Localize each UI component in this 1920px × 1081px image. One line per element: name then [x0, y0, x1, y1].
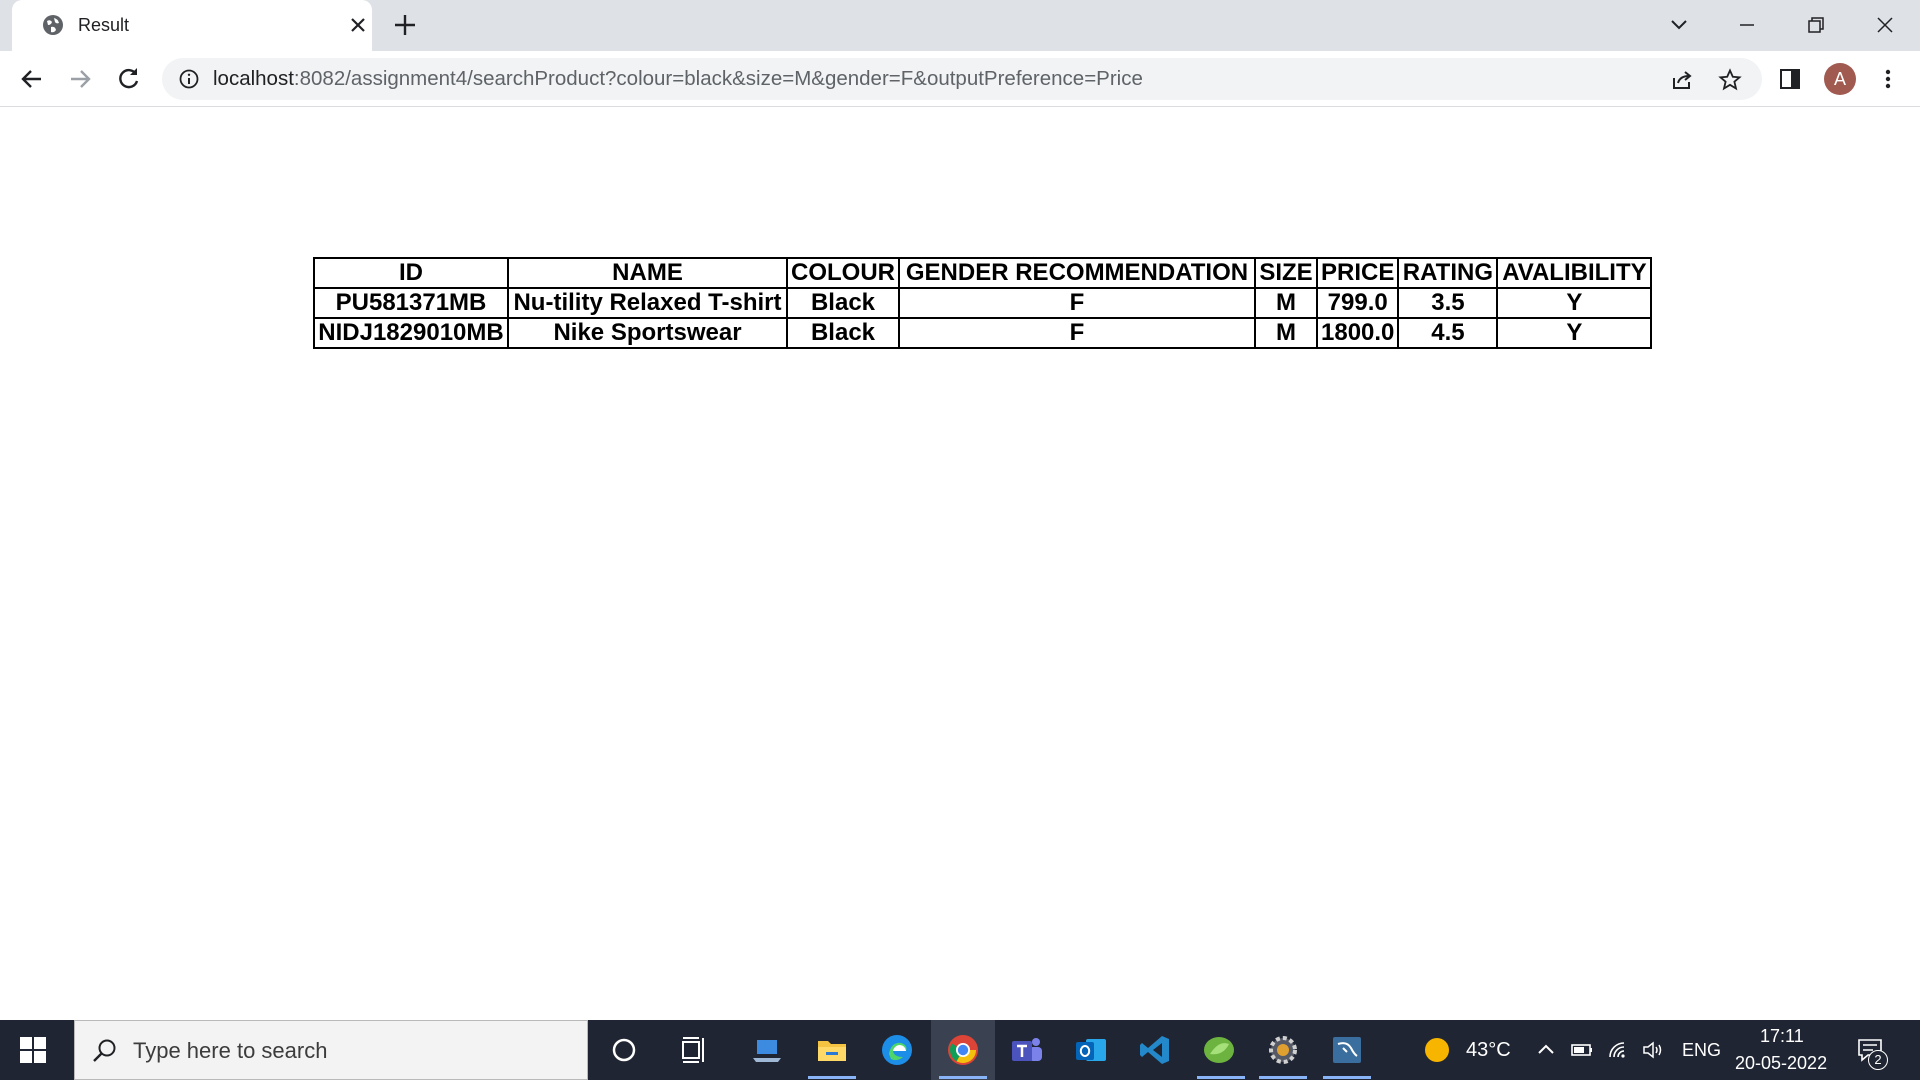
- table-cell: Nu-tility Relaxed T-shirt: [508, 288, 787, 318]
- result-table: [313, 257, 1652, 349]
- address-bar[interactable]: [162, 58, 1762, 100]
- table-row: [314, 318, 1651, 348]
- taskbar-search-box[interactable]: [74, 1020, 588, 1080]
- header-cell: ID: [314, 258, 508, 288]
- teams-icon[interactable]: [1009, 1032, 1045, 1068]
- chrome-icon[interactable]: [945, 1032, 981, 1068]
- header-cell: AVALIBILITY: [1497, 258, 1651, 288]
- spring-running-indicator: [1197, 1076, 1245, 1079]
- table-cell: Y: [1497, 318, 1651, 348]
- tab-search-icon[interactable]: [1664, 10, 1694, 40]
- browser-tab[interactable]: [12, 0, 372, 51]
- chevron-up-icon[interactable]: [1534, 1038, 1558, 1062]
- close-tab-icon[interactable]: [347, 14, 369, 36]
- vscode-icon[interactable]: [1137, 1032, 1173, 1068]
- mysql-workbench-icon[interactable]: [1329, 1032, 1365, 1068]
- language-indicator[interactable]: ENG: [1682, 1040, 1722, 1060]
- spring-tool-icon[interactable]: [1201, 1032, 1237, 1068]
- table-cell: 3.5: [1398, 288, 1497, 318]
- table-cell: 4.5: [1398, 318, 1497, 348]
- workbench-running-indicator: [1323, 1076, 1371, 1079]
- table-cell: Nike Sportswear: [508, 318, 787, 348]
- clock-time[interactable]: 17:11: [1760, 1026, 1804, 1046]
- reload-icon[interactable]: [115, 65, 143, 93]
- side-panel-icon[interactable]: [1778, 67, 1802, 91]
- header-cell: GENDER RECOMMENDATION: [899, 258, 1255, 288]
- browser-toolbar: [0, 51, 1920, 107]
- battery-icon[interactable]: [1570, 1038, 1594, 1062]
- new-tab-icon[interactable]: [392, 12, 418, 38]
- header-cell: RATING: [1398, 258, 1497, 288]
- kebab-menu-icon[interactable]: [1876, 67, 1900, 91]
- bookmark-star-icon[interactable]: [1718, 68, 1742, 92]
- weather-temperature[interactable]: 43°C: [1466, 1039, 1511, 1061]
- laptop-app-icon[interactable]: [749, 1032, 785, 1068]
- tab-title: Result: [78, 15, 130, 35]
- file-explorer-running-indicator: [808, 1076, 856, 1079]
- url-path: :8082/assignment4/searchProduct?colour=black&size=M&gender=F&outputPreference=Price: [293, 67, 1143, 90]
- table-cell: Black: [787, 318, 899, 348]
- header-cell: COLOUR: [787, 258, 899, 288]
- gear-app-running-indicator: [1259, 1076, 1307, 1079]
- header-row: [314, 258, 1651, 288]
- table-cell: NIDJ1829010MB: [314, 318, 508, 348]
- share-icon[interactable]: [1670, 68, 1694, 92]
- search-placeholder: Type here to search: [133, 1038, 328, 1063]
- file-explorer-icon[interactable]: [814, 1032, 850, 1068]
- table-cell: 799.0: [1317, 288, 1398, 318]
- notification-count-badge: 2: [1868, 1050, 1888, 1070]
- cortana-icon[interactable]: [606, 1032, 642, 1068]
- table-header: [314, 258, 1651, 288]
- table-row: [314, 288, 1651, 318]
- url-text[interactable]: [213, 58, 1143, 100]
- taskbar: [0, 1020, 1920, 1080]
- url-host: localhost: [213, 67, 294, 90]
- table-cell: Y: [1497, 288, 1651, 318]
- outlook-icon[interactable]: [1073, 1032, 1109, 1068]
- tab-strip: [0, 0, 1920, 51]
- windows-start-icon[interactable]: [18, 1035, 48, 1065]
- table-cell: F: [899, 288, 1255, 318]
- table-cell: F: [899, 318, 1255, 348]
- speaker-icon[interactable]: [1641, 1038, 1665, 1062]
- header-cell: SIZE: [1255, 258, 1317, 288]
- weather-sun-icon[interactable]: [1423, 1036, 1451, 1064]
- settings-gear-app-icon[interactable]: [1265, 1032, 1301, 1068]
- table-cell: 1800.0: [1317, 318, 1398, 348]
- site-info-icon[interactable]: [178, 68, 200, 90]
- chrome-running-indicator: [939, 1076, 987, 1079]
- close-window-icon[interactable]: [1870, 10, 1900, 40]
- restore-icon[interactable]: [1801, 10, 1831, 40]
- header-cell: PRICE: [1317, 258, 1398, 288]
- table-cell: M: [1255, 288, 1317, 318]
- wifi-icon[interactable]: [1606, 1038, 1630, 1062]
- clock-date[interactable]: 20-05-2022: [1735, 1053, 1828, 1073]
- minimize-icon[interactable]: [1732, 10, 1762, 40]
- header-cell: NAME: [508, 258, 787, 288]
- profile-avatar[interactable]: A: [1824, 63, 1856, 95]
- search-icon: [91, 1037, 119, 1065]
- table-cell: M: [1255, 318, 1317, 348]
- task-view-icon[interactable]: [677, 1032, 713, 1068]
- table-cell: Black: [787, 288, 899, 318]
- table-cell: PU581371MB: [314, 288, 508, 318]
- edge-icon[interactable]: [879, 1032, 915, 1068]
- globe-icon: [42, 14, 64, 36]
- forward-arrow-icon[interactable]: [66, 65, 94, 93]
- back-arrow-icon[interactable]: [18, 65, 46, 93]
